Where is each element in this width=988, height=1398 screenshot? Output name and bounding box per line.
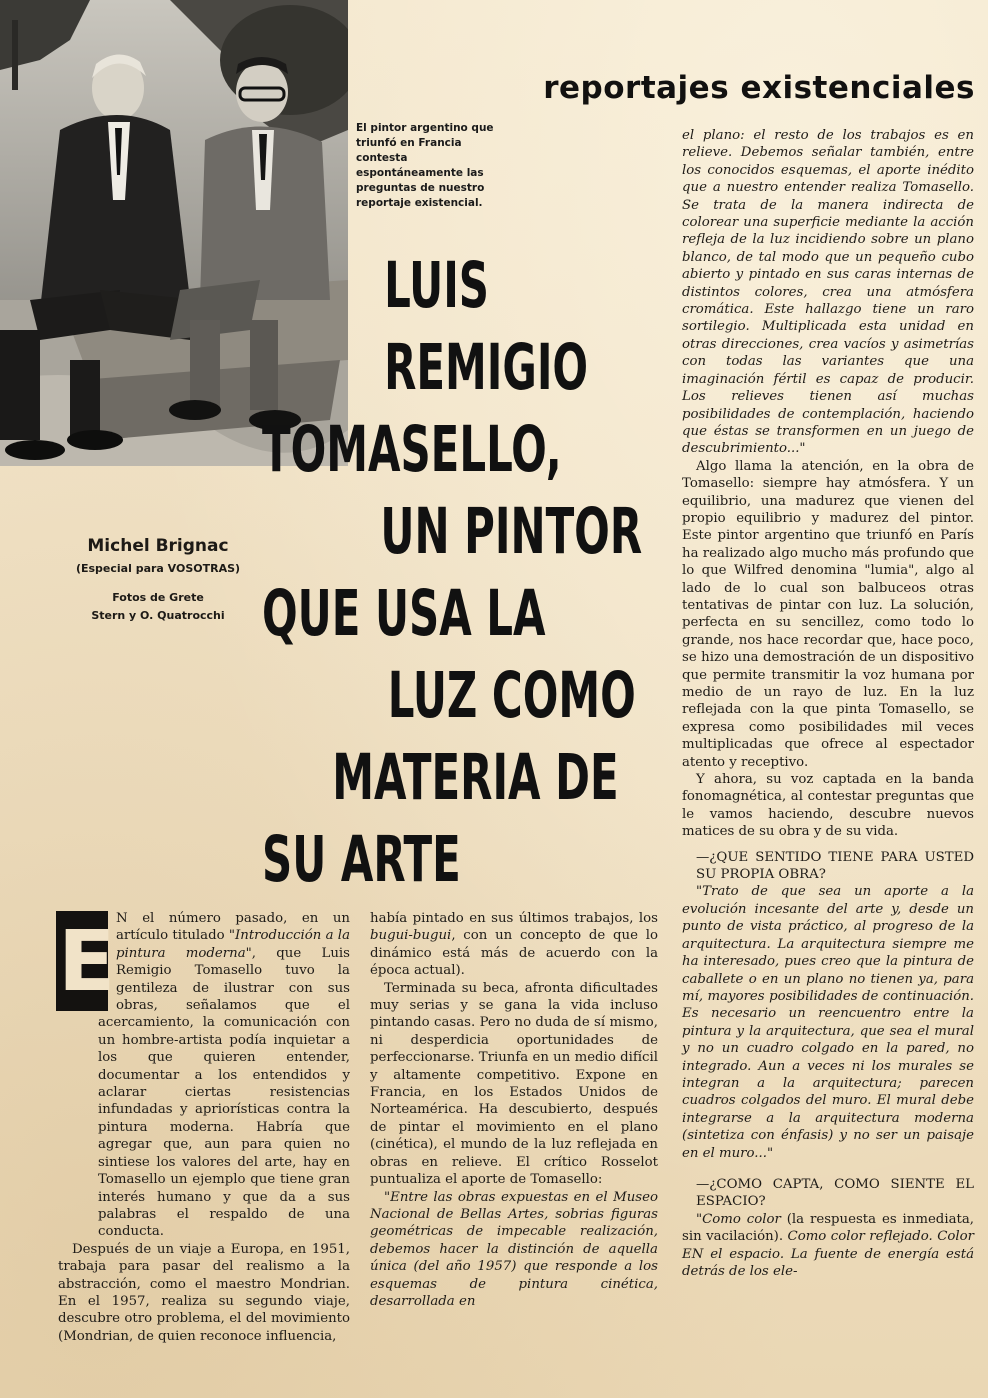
photo-caption: El pintor argentino que triunfó en Francia contesta espontáneamente las preguntas de nuestro reportaje existencial. [356,122,494,209]
text-run-italic: Como color reflejado. Color EN el espacio. La fuente de energía está detrás de los ele- [682,1229,974,1279]
photo-credit-line-2: Stern y O. Quatrocchi [91,609,225,622]
headline-line-1: LUIS [384,249,490,322]
paragraph [370,910,658,980]
quote-paragraph: el plano: el resto de los trabajos es en relieve. Debemos señalar también, entre los conocidos esquemas, el aporte inédito que a nuestro entender realiza Tomasello. Se trata de la manera indirecta de colorear una superficie mediante la acción refleja de la luz incidiendo sobre un plano blanco, de tal modo que un pequeño cubo abierto y pintado en sus caras internas de distintos colores, crea una atmósfera cromática. Este hallazgo tiene un raro sortilegio. Multiplicada esta unidad en otras direcciones, crea vacíos y asimetrías con todas las variantes que una imaginación fértil es capaz de producir. Los relieves tienen así muchas posibilidades de contemplación, haciendo que éstas se transformen en un juego de descubrimiento..." [682,128,974,457]
headline-line-4: UN PINTOR [380,495,643,568]
drop-cap: E [58,912,116,1010]
headline-line-6: LUZ COMO [387,659,636,732]
byline [58,536,258,625]
article-title-ref: "Introducción a la pintura moderna" [116,928,350,961]
interview-answer-1: "Trato de que sea un aporte a la evolución incesante del arte y, desde un punto de vista práctico, al progreso de la arquitectura. La arquitectura siempre me ha interesado, pues creo que la pintura de caballete o en un plano no tienen ya, para mí, mayores posibilidades de continuación. Es necesario un reencuentro entre la pintura y la arquitectura, que sea el mural y no un cuadro colgado en la pared, no integrado. Aun a veces ni los murales se integran a la arquitectura; parecen cuadros colgados del muro. El mural debe integrarse a la arquitectura moderna (sintetiza con énfasis) y no ser un paisaje en el muro..." [682,884,974,1161]
article-column-3 [682,127,974,1280]
interview-question-1: —¿QUE SENTIDO TIENE PARA USTED SU PROPIA OBRA? [696,849,974,883]
article-column-1 [58,910,350,1345]
photo-credit [58,589,258,625]
text-run-italic: "Como color [696,1211,781,1227]
headline-line-3: TOMASELLO, [262,413,562,486]
special-note: (Especial para VOSOTRAS) [75,562,241,575]
photo-credit-line-1: Fotos de Grete [112,591,204,604]
text-run-italic: bugui-bugui [370,928,452,944]
article-column-2 [370,910,658,1310]
paragraph: Y ahora, su voz captada en la banda fonomagnética, al contestar preguntas que le vamos haciendo, descubre nuevos matices de su obra y de su vida. [682,772,974,840]
headline-line-2: REMIGIO [384,331,589,404]
interview-answer-2 [682,1211,974,1281]
headline-line-8: SU ARTE [262,823,461,896]
headline [262,245,643,901]
paragraph: Terminada su beca, afronta dificultades muy serias y se gana la vida incluso pintando casas. Pero no duda de sí mismo, ni desperdicia oportunidades de perfeccionarse. Triunfa en un medio difícil y altamente competitivo. Expone en Francia, en los Estados Unidos de Norteamérica. Ha descubierto, después de pintar el movimiento en el plano (cinética), el mundo de la luz reflejada en obras en relieve. El crítico Rosselot puntualiza el aporte de Tomasello: [370,980,658,1188]
text-run: había pintado en sus últimos trabajos, los [370,911,658,926]
text-run: , que Luis Remigio Tomasello tuvo la gentileza de ilustrar con sus obras, señalamos que el acercamiento, la comunicación con un hombre-artista podía inquietar a los que quieren entender, documentar a los entendidos y aclarar ciertas resistencias infundadas y apriorísticas contra la pintura moderna. Habría que agregar que, aun para quien no sintiese los valores del arte, hay en Tomasello un ejemplo que tiene gran interés humano y que da a sus palabras el respaldo de una conducta. [98,945,350,1240]
headline-line-5: QUE USA LA [262,577,546,650]
quote-paragraph: "Entre las obras expuestas en el Museo Nacional de Bellas Artes, sobrias figuras geométricas de impecable realización, debemos hacer la distinción de aquella única (del año 1957) que responde a los esquemas de pintura cinética, desarrollada en [370,1189,658,1309]
headline-line-7: MATERIA DE [332,741,619,814]
paragraph: Después de un viaje a Europa, en 1951, trabaja para pasar del realismo a la abstracción, como el maestro Mondrian. En el 1957, realiza su segundo viaje, descubre otro problema, el del movimiento (Mondrian, de quien reconoce influencia, [58,1241,350,1344]
interview-question-2: —¿COMO CAPTA, COMO SIENTE EL ESPACIO? [696,1176,974,1210]
text-run: (la respuesta es inmediata, sin vacilación). [682,1211,974,1245]
text-run: N el número pasado, en un artículo titulado [116,911,350,944]
text-run: , con un concepto de que lo dinámico está más de acuerdo con la época actual). [370,928,658,979]
paragraph: Algo llama la atención, en la obra de Tomasello: siempre hay atmósfera. Y un equilibrio, una madurez que vienen del propio equilibrio y madurez del pintor. Este pintor argentino que triunfó en París ha realizado algo mucho más profundo que lo que Wilfred denomina "lumia", algo al lado de lo cual son balbuceos otras tentativas de pintar con luz. La solución, perfecta en su sencillez, como todo lo grande, nos hace recordar que, hace poco, se hizo una demostración de un dispositivo que permite transmitir la voz humana por medio de un rayo de luz. En la luz reflejada con la que pinta Tomasello, se expresa como posibilidades mil veces multiplicadas que ofrece al espectador atento y receptivo. [682,458,974,770]
paragraph [58,910,350,1241]
author-name: Michel Brignac [87,536,229,556]
section-kicker: reportajes existenciales [543,70,975,106]
